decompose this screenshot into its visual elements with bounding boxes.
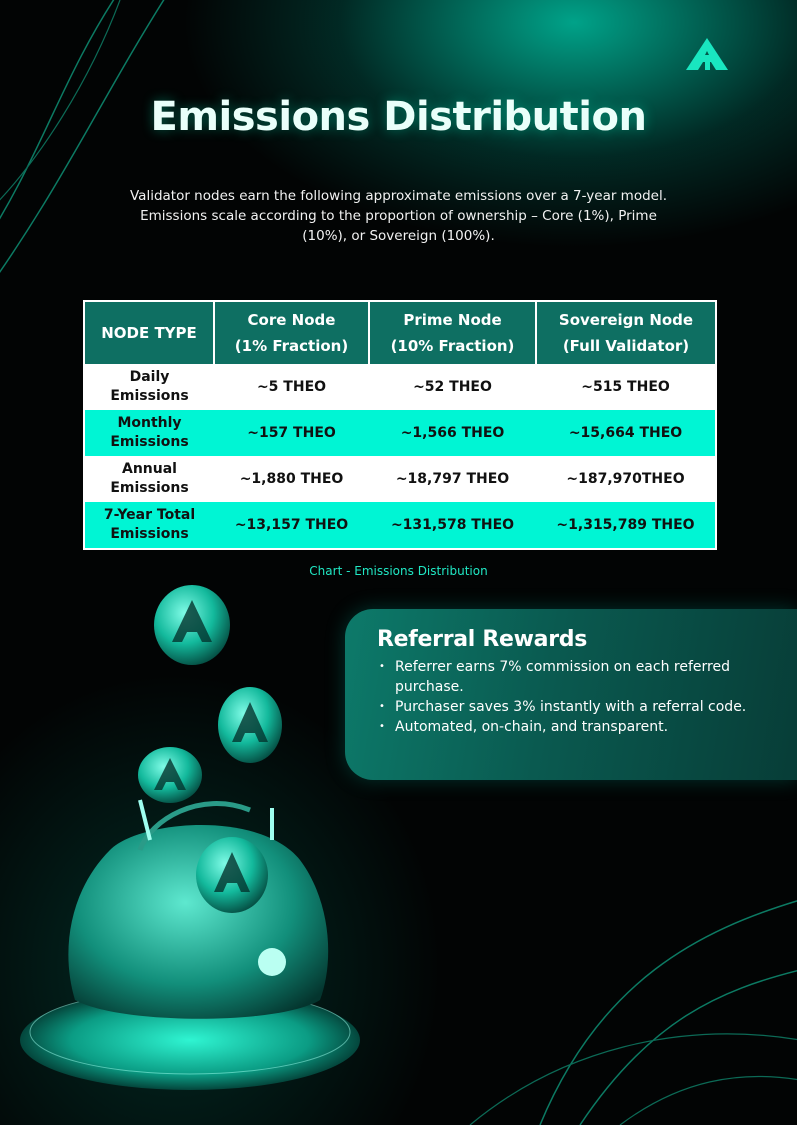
table-row bbox=[84, 456, 716, 502]
list-item: • Purchaser saves 3% instantly with a referral code. bbox=[377, 697, 777, 717]
list-item: • Referrer earns 7% commission on each referred purchase. bbox=[377, 657, 777, 697]
header-prime-node: Prime Node (10% Fraction) bbox=[369, 301, 536, 364]
table-row bbox=[84, 410, 716, 456]
cell-prime: ~131,578 THEO bbox=[369, 502, 536, 549]
coin-purse-icon bbox=[68, 825, 328, 1019]
cell-prime: ~52 THEO bbox=[369, 364, 536, 410]
referral-title: Referral Rewards bbox=[377, 627, 588, 652]
intro-paragraph: Validator nodes earn the following approximate emissions over a 7-year model. Emissions scale according to the proportion of ownership – Core (1%), Prime (10%), or Sovereign (100%). bbox=[129, 188, 668, 244]
coin-icon bbox=[154, 585, 230, 665]
header-sovereign-node: Sovereign Node (Full Validator) bbox=[536, 301, 716, 364]
row-label: Annual Emissions bbox=[84, 456, 214, 502]
cell-sovereign: ~515 THEO bbox=[536, 364, 716, 410]
table-row bbox=[84, 502, 716, 549]
header-node-type: NODE TYPE bbox=[84, 301, 214, 364]
table-caption: Chart - Emissions Distribution bbox=[309, 564, 488, 578]
cell-sovereign: ~187,970THEO bbox=[536, 456, 716, 502]
row-label: Monthly Emissions bbox=[84, 410, 214, 456]
brand-logo-icon bbox=[686, 38, 728, 70]
cell-core: ~13,157 THEO bbox=[214, 502, 369, 549]
row-label: 7-Year Total Emissions bbox=[84, 502, 214, 549]
cell-core: ~1,880 THEO bbox=[214, 456, 369, 502]
cell-core: ~157 THEO bbox=[214, 410, 369, 456]
emissions-table bbox=[83, 300, 717, 550]
cell-sovereign: ~1,315,789 THEO bbox=[536, 502, 716, 549]
cell-core: ~5 THEO bbox=[214, 364, 369, 410]
cell-sovereign: ~15,664 THEO bbox=[536, 410, 716, 456]
table-row bbox=[84, 364, 716, 410]
row-label: Daily Emissions bbox=[84, 364, 214, 410]
list-item: • Automated, on-chain, and transparent. bbox=[377, 717, 777, 737]
header-core-node: Core Node (1% Fraction) bbox=[214, 301, 369, 364]
cell-prime: ~18,797 THEO bbox=[369, 456, 536, 502]
table-header-row bbox=[84, 301, 716, 364]
page-title: Emissions Distribution bbox=[150, 94, 647, 140]
referral-list bbox=[377, 657, 777, 737]
coin-icon bbox=[196, 837, 268, 913]
coin-icon bbox=[138, 747, 202, 803]
coin-icon bbox=[218, 687, 282, 763]
coin-purse-illustration bbox=[0, 570, 420, 1125]
cell-prime: ~1,566 THEO bbox=[369, 410, 536, 456]
